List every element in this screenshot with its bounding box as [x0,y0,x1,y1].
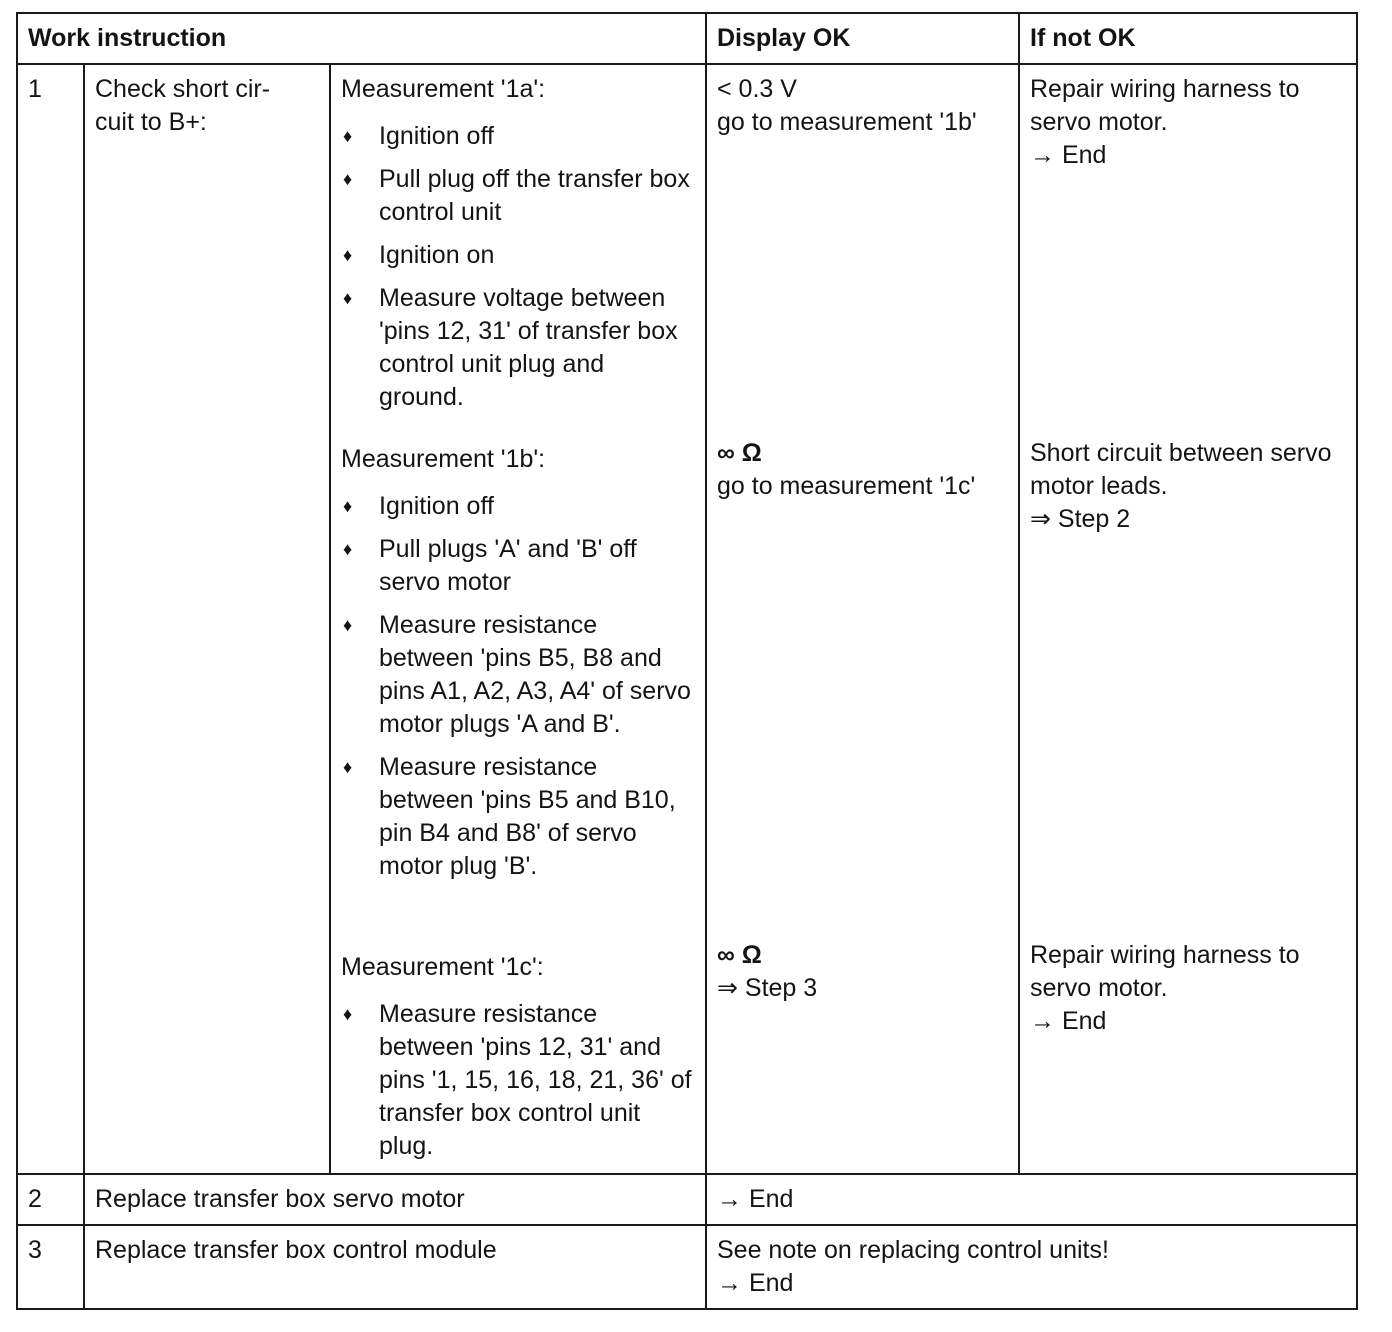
work-instruction-document [16,12,1356,1310]
measurement-steps [341,490,695,883]
measurement-title: Measurement '1a': [341,75,546,103]
header-row [17,13,1357,64]
step-title: Check short cir- cuit to B+: [84,64,330,1174]
diamond-bullet-icon: ♦ [343,615,353,635]
header-display-ok: Display OK [706,13,1019,64]
measurement-title: Measurement '1b': [341,445,546,473]
step-number: 3 [17,1225,84,1309]
diamond-bullet-icon: ♦ [343,169,353,189]
step-instruction: Replace transfer box servo motor [84,1174,706,1225]
diamond-bullet-icon: ♦ [343,496,353,516]
header-if-not-ok: If not OK [1019,13,1357,64]
table-row-step-3 [17,1225,1357,1309]
measurements-cell [330,64,706,1174]
display-ok-1c: ∞ Ω ⇒ Step 3 [717,941,818,1002]
not-ok-1c: Repair wiring harness to servo motor. → End [1030,941,1300,1035]
header-work-instruction: Work instruction [17,13,706,64]
list-item: ♦ Ignition off [341,120,695,153]
table-row-step-1 [17,64,1357,1174]
diamond-bullet-icon: ♦ [343,539,353,559]
list-item: ♦ Measure resistance between 'pins B5 and B10, pin B4 and B8' of servo motor plug 'B'. [343,753,676,880]
step-result: → End [706,1174,1357,1225]
list-item: ♦ Pull plug off the transfer box control unit [343,165,690,226]
list-item: ♦ Ignition off [341,490,695,523]
step-number: 2 [17,1174,84,1225]
measurement-1a [341,73,695,437]
display-ok-cell [706,64,1019,1174]
list-item: ♦ Measure voltage between 'pins 12, 31' of transfer box control unit plug and ground. [343,284,678,411]
diamond-bullet-icon: ♦ [343,126,353,146]
measurement-steps [341,120,695,414]
display-ok-1b: ∞ Ω go to measurement '1c' [717,439,976,500]
not-ok-1b: Short circuit between servo motor leads. ⇒ Step 2 [1030,439,1332,533]
measurement-1c [341,951,695,1163]
not-ok-1a: Repair wiring harness to servo motor. → End [1030,75,1300,169]
display-ok-1a: < 0.3 V go to measurement '1b' [717,75,977,136]
step-result: See note on replacing control units! → End [706,1225,1357,1309]
list-item: ♦ Measure resistance between 'pins B5, B8 and pins A1, A2, A3, A4' of servo motor plugs 'A and B'. [343,611,691,738]
if-not-ok-cell [1019,64,1357,1174]
list-item: ♦ Pull plugs 'A' and 'B' off servo motor [343,535,637,596]
diamond-bullet-icon: ♦ [343,245,353,265]
diamond-bullet-icon: ♦ [343,288,353,308]
step-number: 1 [17,64,84,1174]
measurement-title: Measurement '1c': [341,953,544,981]
step-instruction: Replace transfer box control module [84,1225,706,1309]
list-item: ♦ Measure resistance between 'pins 12, 31' and pins '1, 15, 16, 18, 21, 36' of transfer box control unit plug. [343,1000,692,1160]
work-instruction-table [16,12,1358,1310]
diamond-bullet-icon: ♦ [343,757,353,777]
list-item: ♦ Ignition on [341,239,695,272]
measurement-1b [341,443,695,945]
measurement-steps [341,998,695,1163]
diamond-bullet-icon: ♦ [343,1004,353,1024]
table-row-step-2 [17,1174,1357,1225]
